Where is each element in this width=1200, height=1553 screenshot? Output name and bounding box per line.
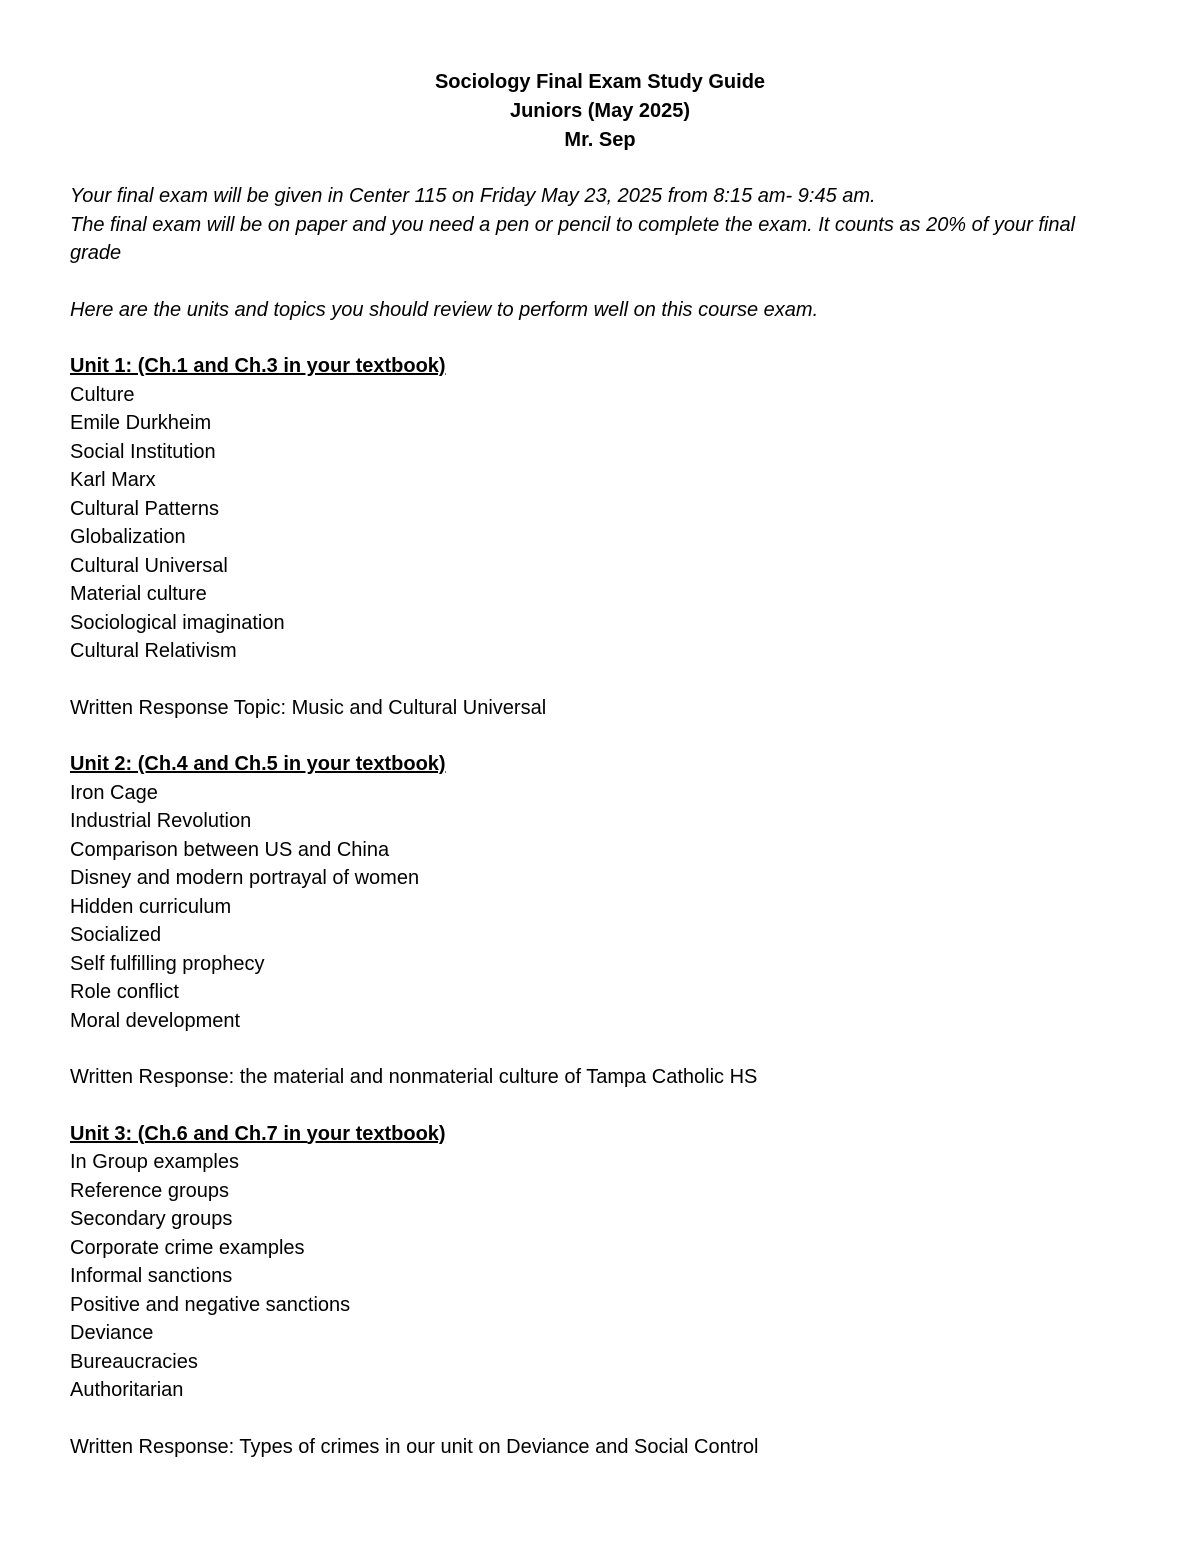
written-response: Written Response: Types of crimes in our unit on Deviance and Social Control xyxy=(70,1435,759,1458)
list-item: Positive and negative sanctions xyxy=(70,1293,351,1316)
list-item: Disney and modern portrayal of women xyxy=(70,867,420,889)
list-item: In Group examples xyxy=(70,1151,239,1173)
list-item: Culture xyxy=(70,383,135,406)
list-item: Role conflict xyxy=(70,981,179,1003)
list-item: Informal sanctions xyxy=(70,1265,233,1287)
exam-info xyxy=(70,182,1130,268)
document-header xyxy=(70,68,1130,155)
list-item: Secondary groups xyxy=(70,1208,233,1230)
list-item: Comparison between US and China xyxy=(70,838,390,861)
document-page xyxy=(70,68,1130,1461)
unit-2-section xyxy=(70,750,1130,1092)
exam-schedule: Your final exam will be given in Center 115 on Friday May 23, 2025 from 8:15 am- 9:45 am. xyxy=(70,185,876,207)
exam-requirements: The final exam will be on paper and you need a pen or pencil to complete the exam. It counts as 20% of your final grade xyxy=(70,213,1076,264)
unit-title: Unit 2: (Ch.4 and Ch.5 in your textbook) xyxy=(70,753,446,775)
list-item: Moral development xyxy=(70,1009,241,1032)
document-title: Sociology Final Exam Study Guide xyxy=(434,71,766,93)
list-item: Globalization xyxy=(70,526,186,548)
list-item: Sociological imagination xyxy=(70,611,285,634)
unit-title: Unit 1: (Ch.1 and Ch.3 in your textbook) xyxy=(70,355,446,377)
document-subtitle: Juniors (May 2025) xyxy=(509,100,691,122)
list-item: Hidden curriculum xyxy=(70,895,232,918)
written-response: Written Response Topic: Music and Cultural Universal xyxy=(70,696,547,719)
list-item: Socialized xyxy=(70,924,162,946)
list-item: Industrial Revolution xyxy=(70,810,252,832)
unit-3-section xyxy=(70,1120,1130,1462)
topic-list xyxy=(70,381,1130,666)
list-item: Karl Marx xyxy=(70,469,156,491)
list-item: Material culture xyxy=(70,583,207,605)
list-item: Corporate crime examples xyxy=(70,1236,305,1259)
list-item: Cultural Universal xyxy=(70,554,228,577)
unit-title: Unit 3: (Ch.6 and Ch.7 in your textbook) xyxy=(70,1122,446,1145)
topic-list xyxy=(70,779,1130,1036)
teacher-name: Mr. Sep xyxy=(564,129,636,151)
list-item: Social Institution xyxy=(70,440,216,463)
list-item: Authoritarian xyxy=(70,1379,184,1401)
review-note: Here are the units and topics you should review to perform well on this course exam. xyxy=(70,298,819,321)
list-item: Bureaucracies xyxy=(70,1350,198,1373)
list-item: Iron Cage xyxy=(70,781,158,804)
list-item: Deviance xyxy=(70,1322,154,1344)
list-item: Emile Durkheim xyxy=(70,412,212,434)
list-item: Cultural Patterns xyxy=(70,497,219,520)
list-item: Self fulfilling prophecy xyxy=(70,952,265,975)
topic-list xyxy=(70,1148,1130,1405)
list-item: Cultural Relativism xyxy=(70,640,237,662)
unit-1-section xyxy=(70,352,1130,722)
written-response: Written Response: the material and nonmaterial culture of Tampa Catholic HS xyxy=(70,1066,758,1088)
list-item: Reference groups xyxy=(70,1179,229,1202)
